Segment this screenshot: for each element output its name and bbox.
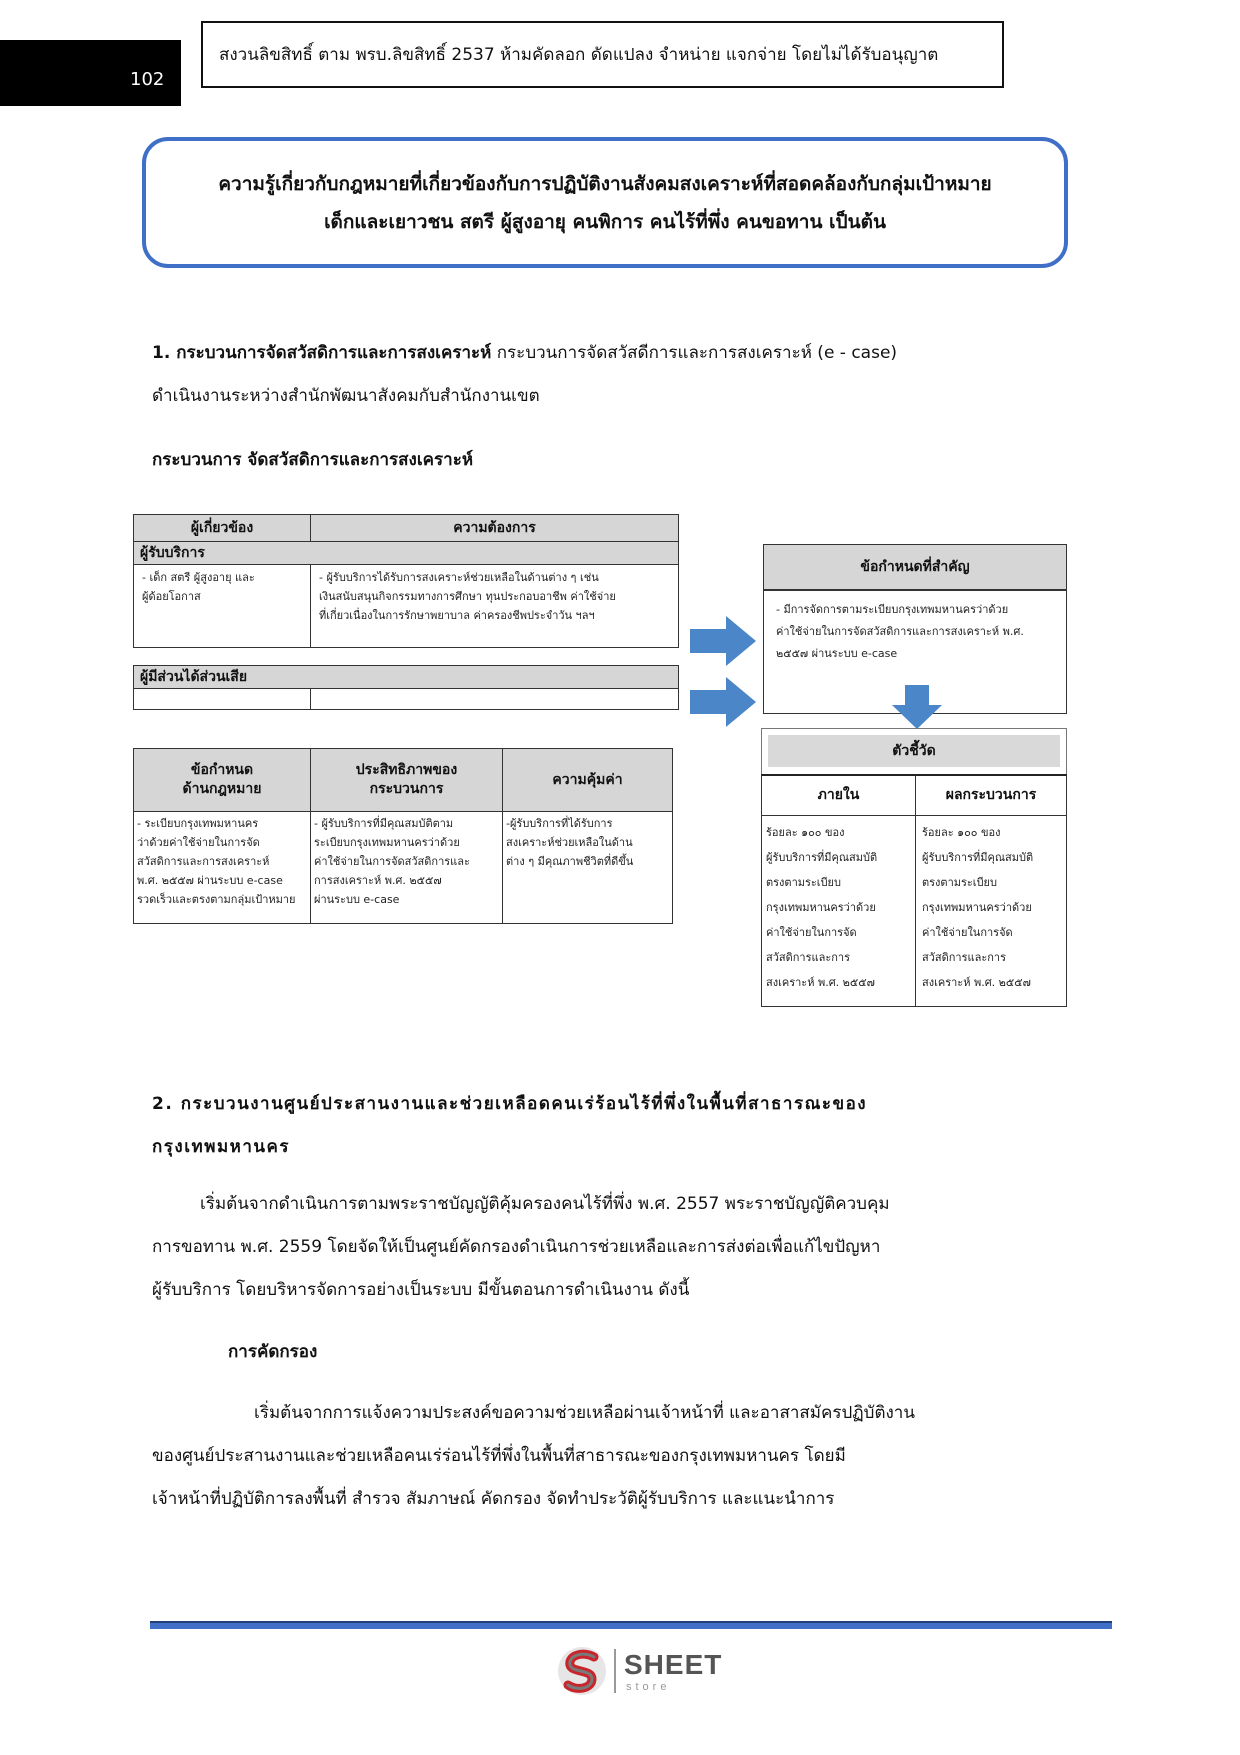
section-title-box — [142, 137, 1068, 268]
t2-col3-header: ความคุ้มค่า — [502, 748, 673, 812]
t2-col2-header-line: กระบวนการ — [369, 781, 444, 797]
indicators-header: ตัวชี้วัด — [768, 735, 1060, 767]
arrow-right-icon — [690, 677, 756, 727]
process-diagram — [131, 514, 1077, 1014]
requirements-header: ข้อกำหนดที่สำคัญ — [763, 544, 1067, 590]
t2-col2-line: ผ่านระบบ e-case — [314, 893, 400, 906]
t1-service-need-line: เงินสนับสนุนกิจกรรมทางการศึกษา ทุนประกอบอาชีพ ค่าใช้จ่าย — [319, 590, 616, 603]
indicators-col2-cell — [915, 815, 1067, 1007]
t2-col2-cell — [310, 811, 503, 924]
section2-body-line: ผู้รับบริการ โดยบริหารจัดการอย่างเป็นระบบ มีขั้นตอนการดำเนินงาน ดังนี้ — [152, 1280, 690, 1300]
t1-service-who-line: ผู้ด้อยโอกาส — [142, 590, 201, 603]
logo-divider — [614, 1649, 616, 1693]
requirements-line: ๒๕๕๗ ผ่านระบบ e-case — [776, 647, 898, 660]
requirements-line: - มีการจัดการตามระเบียบกรุงเทพมหานครว่าด้วย — [776, 603, 1009, 616]
section1-line-2: ดำเนินงานระหว่างสำนักพัฒนาสังคมกับสำนักงานเขต — [152, 386, 540, 406]
t2-col3-cell — [502, 811, 673, 924]
screening-body-line: ของศูนย์ประสานงานและช่วยเหลือคนเร่ร่อนไร้ที่พึ่งในพื้นที่สาธารณะของกรุงเทพมหานคร โดยมี — [152, 1446, 846, 1466]
indicators-col2-line: ร้อยละ ๑๐๐ ของ — [922, 826, 1001, 839]
t2-col3-body — [506, 814, 671, 871]
t2-col1-line: รวดเร็วและตรงตามกลุ่มเป้าหมาย — [137, 893, 296, 906]
arrow-right-icon — [690, 616, 756, 666]
indicators-col2-header: ผลกระบวนการ — [915, 774, 1067, 816]
indicators-col1-line: สงเคราะห์ พ.ศ. ๒๕๕๗ — [766, 976, 875, 989]
sheet-logo-icon — [554, 1643, 610, 1699]
requirements-line: ค่าใช้จ่ายในการจัดสวัสดิการและการสงเคราะห์ พ.ศ. — [776, 625, 1024, 638]
screening-title: การคัดกรอง — [228, 1342, 318, 1362]
t2-col2-header-line: ประสิทธิภาพของ — [355, 762, 458, 778]
indicators-col2-line: ตรงตามระเบียบ — [922, 876, 997, 889]
t2-col3-line: สงเคราะห์ช่วยเหลือในด้าน — [506, 836, 633, 849]
section1-subheading: กระบวนการ จัดสวัสดิการและการสงเคราะห์ — [152, 450, 474, 470]
t2-col3-line: ต่าง ๆ มีคุณภาพชีวิตที่ดีขึ้น — [506, 855, 634, 868]
t2-col2-line: ค่าใช้จ่ายในการจัดสวัสดิการและ — [314, 855, 470, 868]
section2-body — [152, 1183, 1060, 1312]
indicators-col1-line: ร้อยละ ๑๐๐ ของ — [766, 826, 845, 839]
screening-body — [152, 1392, 1060, 1521]
indicators-col1-header: ภายใน — [761, 774, 916, 816]
section2-body-line: การขอทาน พ.ศ. 2559 โดยจัดให้เป็นศูนย์คัดกรองดำเนินการช่วยเหลือและการส่งต่อเพื่อแก้ไขปัญหา — [152, 1237, 881, 1257]
t2-col1-cell — [133, 811, 311, 924]
indicators-col1-line: ผู้รับบริการที่มีคุณสมบัติ — [766, 851, 878, 864]
screening-body-line: เริ่มต้นจากการแจ้งความประสงค์ขอความช่วยเหลือผ่านเจ้าหน้าที่ และอาสาสมัครปฏิบัติงาน — [254, 1403, 915, 1423]
t1-col2-header: ความต้องการ — [310, 514, 679, 542]
t2-col1-line: - ระเบียบกรุงเทพมหานคร — [137, 817, 259, 830]
t1-service-need — [319, 568, 675, 625]
sheet-store-logo — [554, 1643, 734, 1699]
t1-service-need-line: - ผู้รับบริการได้รับการสงเคราะห์ช่วยเหลือในด้านต่าง ๆ เช่น — [319, 571, 599, 584]
t2-col3-line: -ผู้รับบริการที่ได้รับการ — [506, 817, 613, 830]
copyright-notice: สงวนลิขสิทธิ์ ตาม พรบ.ลิขสิทธิ์ 2537 ห้ามคัดลอก ดัดแปลง จำหน่าย แจกจ่าย โดยไม่ได้รับอนุญาต — [201, 21, 1004, 88]
section1-paragraph — [152, 332, 1060, 418]
t2-col1-header — [133, 748, 311, 812]
section2-heading-line-2: กรุงเทพมหานคร — [152, 1137, 291, 1157]
t1-service-who-line: - เด็ก สตรี ผู้สูงอายุ และ — [142, 571, 255, 584]
t1-service-label: ผู้รับบริการ — [133, 541, 679, 565]
screening-body-line: เจ้าหน้าที่ปฏิบัติการลงพื้นที่ สำรวจ สัมภาษณ์ คัดกรอง จัดทำประวัติผู้รับบริการ และแนะนำการ — [152, 1489, 835, 1509]
indicators-col2-body — [922, 820, 1065, 995]
t2-col1-header-line: ด้านกฎหมาย — [182, 781, 262, 797]
t1-service-need-cell — [310, 564, 679, 648]
indicators-col2-line: ค่าใช้จ่ายในการจัด — [922, 926, 1013, 939]
t2-col1-body — [137, 814, 309, 909]
indicators-col2-line: กรุงเทพมหานครว่าด้วย — [922, 901, 1032, 914]
indicators-col1-line: ค่าใช้จ่ายในการจัด — [766, 926, 857, 939]
t1-service-who — [142, 568, 307, 606]
t2-col2-line: การสงเคราะห์ พ.ศ. ๒๕๕๗ — [314, 874, 442, 887]
t1-col1-header: ผู้เกี่ยวข้อง — [133, 514, 311, 542]
section1-heading: 1. กระบวนการจัดสวัสดิการและการสงเคราะห์ — [152, 343, 492, 363]
t2-col2-body — [314, 814, 500, 909]
t1-service-who-cell — [133, 564, 311, 648]
section2-body-line: เริ่มต้นจากดำเนินการตามพระราชบัญญัติคุ้มครองคนไร้ที่พึ่ง พ.ศ. 2557 พระราชบัญญัติควบคุม — [200, 1194, 890, 1214]
t2-col1-line: ว่าด้วยค่าใช้จ่ายในการจัด — [137, 836, 260, 849]
indicators-col2-line: สงเคราะห์ พ.ศ. ๒๕๕๗ — [922, 976, 1031, 989]
title-line-1: ความรู้เกี่ยวกับกฎหมายที่เกี่ยวข้องกับการปฏิบัติงานสังคมสงเคราะห์ที่สอดคล้องกับกลุ่มเป้าหมาย — [218, 172, 992, 195]
t1-stakeholder-label: ผู้มีส่วนได้ส่วนเสีย — [133, 665, 679, 689]
page-number: 102 — [130, 69, 165, 90]
footer-rule — [150, 1621, 1112, 1629]
section1-line-1 — [152, 332, 1060, 375]
t1-stakeholder-cell-2 — [310, 688, 679, 710]
arrow-down-icon — [892, 685, 942, 729]
indicators-col2-line: สวัสดิการและการ — [922, 951, 1006, 964]
indicators-col1-line: ตรงตามระเบียบ — [766, 876, 841, 889]
indicators-col1-body — [766, 820, 914, 995]
indicators-col1-cell — [761, 815, 916, 1007]
logo-name: SHEET — [624, 1649, 723, 1680]
indicators-col2-line: ผู้รับบริการที่มีคุณสมบัติ — [922, 851, 1034, 864]
t2-col1-line: สวัสดิการและการสงเคราะห์ — [137, 855, 270, 868]
t2-col1-line: พ.ศ. ๒๕๕๗ ผ่านระบบ e-case — [137, 874, 283, 887]
t2-col2-line: - ผู้รับบริการที่มีคุณสมบัติตาม — [314, 817, 454, 830]
t2-col2-header — [310, 748, 503, 812]
t1-service-need-line: ที่เกี่ยวเนื่องในการรักษาพยาบาล ค่าครองชีพประจำวัน ฯลฯ — [319, 609, 595, 622]
requirements-body — [776, 599, 1062, 665]
indicators-col1-line: สวัสดิการและการ — [766, 951, 850, 964]
t1-stakeholder-cell-1 — [133, 688, 311, 710]
t2-col1-header-line: ข้อกำหนด — [190, 762, 254, 778]
section2-heading-line-1: 2. กระบวนงานศูนย์ประสานงานและช่วยเหลือดคนเร่ร้อนไร้ที่พึ่งในพื้นที่สาธารณะของ — [152, 1094, 868, 1114]
logo-sub: store — [626, 1681, 671, 1693]
indicators-col1-line: กรุงเทพมหานครว่าด้วย — [766, 901, 876, 914]
section2-heading — [152, 1083, 1060, 1169]
section1-line1-rest: กระบวนการจัดสวัสดีการและการสงเคราะห์ (e - case) — [491, 343, 898, 363]
title-line-2: เด็กและเยาวชน สตรี ผู้สูงอายุ คนพิการ คนไร้ที่พึ่ง คนขอทาน เป็นต้น — [324, 210, 886, 233]
t2-col2-line: ระเบียบกรุงเทพมหานครว่าด้วย — [314, 836, 460, 849]
